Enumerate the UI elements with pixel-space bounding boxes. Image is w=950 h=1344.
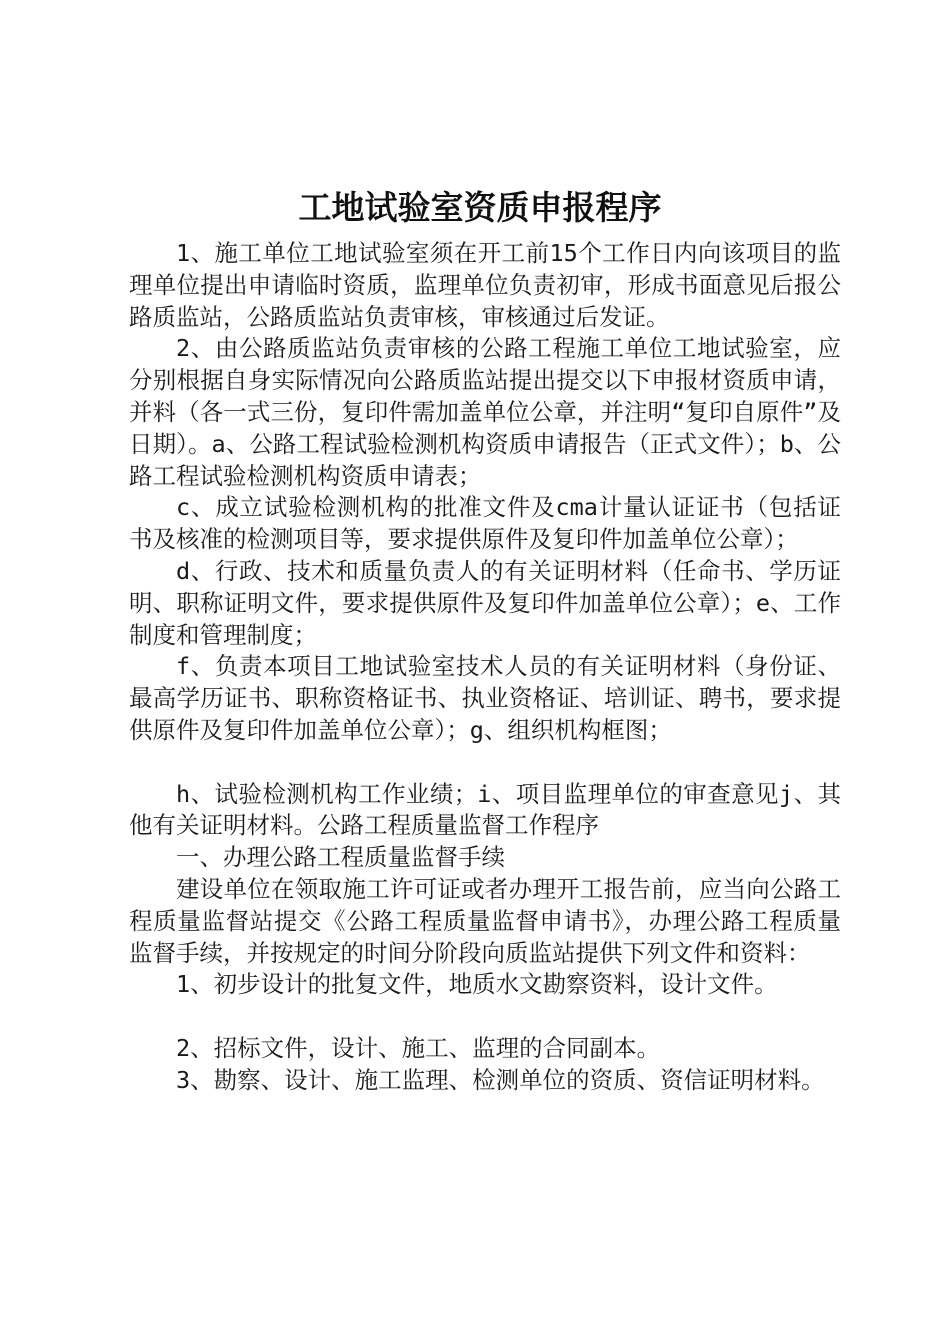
list-item-1: 1、初步设计的批复文件，地质水文勘察资料，设计文件。 (176, 970, 778, 999)
blank-line (129, 1001, 841, 1033)
paragraph-1: 1、施工单位工地试验室须在开工前15个工作日内向该项目的监理单位提出申请临时资质，监理单位负责初审，形成书面意见后报公路质监站，公路质监站负责审核，审核通过后发证。 (129, 239, 841, 331)
list-item-3: 3、勘察、设计、施工监理、检测单位的资质、资信证明材料。 (176, 1065, 825, 1094)
paragraph-3: c、成立试验检测机构的批准文件及cma计量认证证书（包括证书及核准的检测项目等，要求提供原件及复印件加盖单位公章）； (129, 493, 841, 554)
paragraph-4: d、行政、技术和质量负责人的有关证明材料（任命书、学历证明、职称证明文件，要求提供原件及复印件加盖单位公章）；e、工作制度和管理制度； (129, 556, 841, 649)
paragraph-6: h、试验检测机构工作业绩；i、项目监理单位的审查意见j、其他有关证明材料。公路工程质量监督工作程序 (129, 779, 841, 840)
paragraph-5: f、负责本项目工地试验室技术人员的有关证明材料（身份证、最高学历证书、职称资格证书、执业资格证、培训证、聘书，要求提供原件及复印件加盖单位公章）；g、组织机构框图； (129, 652, 841, 744)
paragraph-7: 建设单位在领取施工许可证或者办理开工报告前，应当向公路工程质量监督站提交《公路工程质量监督申请书》，办理公路工程质量监督手续，并按规定的时间分阶段向质监站提供下列文件和资料： (129, 874, 841, 967)
blank-line (129, 747, 841, 779)
list-item-2: 2、招标文件，设计、施工、监理的合同副本。 (176, 1033, 661, 1062)
document-title: 工地试验室资质申报程序 (298, 188, 662, 227)
paragraph-2: 2、由公路质监站负责审核的公路工程施工单位工地试验室，应分别根据自身实际情况向公路质监站提出提交以下申报材资质申请，并料（各一式三份，复印件需加盖单位公章，并注明“复印自原件”及日期）。a、公路工程试验检测机构资质申请报告（正式文件）；b、公路工程试验检测机构资质申请表； (129, 334, 841, 490)
document-body (129, 238, 841, 1097)
section-heading: 一、办理公路工程质量监督手续 (176, 843, 505, 872)
